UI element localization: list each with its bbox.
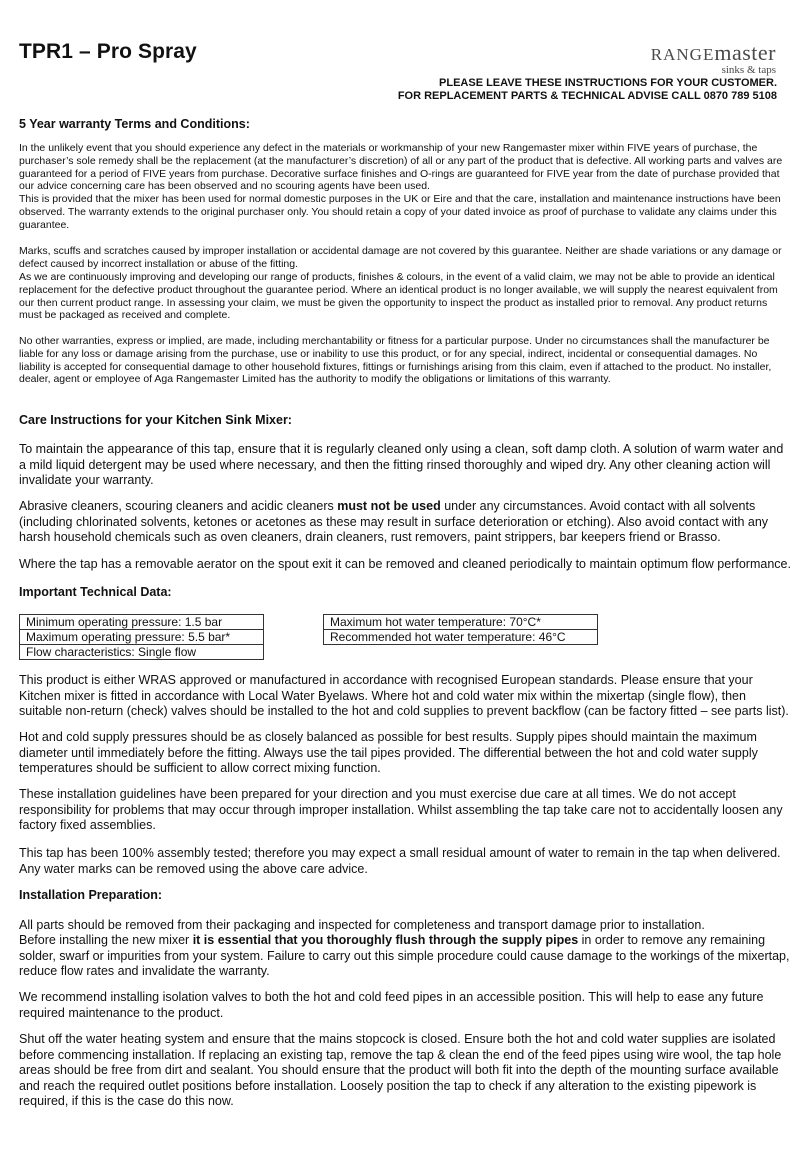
customer-notice [398, 77, 777, 103]
installation-paragraph-1: All parts should be removed from their packaging and inspected for completeness and transport damage prior to installation. [19, 918, 705, 932]
logo-rest: master [714, 40, 776, 65]
pressure-table [19, 614, 264, 660]
table-cell: Minimum operating pressure: 1.5 bar [20, 615, 264, 630]
table-cell: Maximum operating pressure: 5.5 bar* [20, 630, 264, 645]
technical-paragraph-3: These installation guidelines have been prepared for your direction and you must exercise due care at all times. We do not accept responsibility for problems that may occur through improper installation. Whilst assembling the tap take care not to accidentally loosen any factory fixed assemblies. [19, 787, 783, 832]
rangemaster-logo [651, 42, 776, 76]
logo-caps: RANGE [650, 45, 715, 64]
warranty-heading: 5 Year warranty Terms and Conditions: [19, 117, 250, 131]
warranty-paragraph-2: This is provided that the mixer has been used for normal domestic purposes in the UK or Eire and that the care, installation and maintenance instructions have been observed. The warranty extends to the original purchaser only. You should retain a copy of your dated invoice as proof of purchase to validate any claims under this guarantee. [19, 193, 781, 231]
table-cell: Recommended hot water temperature: 46°C [324, 630, 598, 645]
table-cell: Flow characteristics: Single flow [20, 645, 264, 660]
page-title: TPR1 – Pro Spray [19, 40, 197, 63]
installation-heading: Installation Preparation: [19, 888, 163, 902]
temperature-table [323, 614, 598, 645]
notice-line-1: PLEASE LEAVE THESE INSTRUCTIONS FOR YOUR CUSTOMER. [439, 77, 777, 89]
installation-paragraph-3: We recommend installing isolation valves to both the hot and cold feed pipes in an accessible position. This will help to ease any future required maintenance to the product. [19, 990, 764, 1020]
flush-warning-bold: it is essential that you thoroughly flush through the supply pipes [192, 933, 579, 947]
care-paragraph-1: To maintain the appearance of this tap, ensure that it is regularly cleaned only using a clean, soft damp cloth. A solution of warm water and a mild liquid detergent may be used where necessary, and then the fitting rinsed thoroughly and wiped dry. Any other cleaning action will invalidate your warranty. [19, 442, 784, 487]
warranty-paragraph-5: No other warranties, express or implied, are made, including merchantability or fitness for a particular purpose. Under no circumstances shall the manufacturer be liable for any loss or damage arising from the purchase, use or inability to use this product, or for any special, indirect, incidental or consequential damages. No liability is accepted for consequential damage to other household fixtures, fittings or furnishings arising from this claim, even if attached to the product. No installer, dealer, agent or employee of Aga Rangemaster Limited has the authority to modify the obligations or limitations of this warranty. [19, 335, 772, 386]
logo-subtitle: sinks & taps [721, 64, 776, 76]
warranty-paragraph-1: In the unlikely event that you should experience any defect in the materials or workmanship of your new Rangemaster mixer within FIVE years of purchase, the purchaser’s sole remedy shall be the replacement (at the manufacturer’s discretion) of all or any part of the product that is defective. All working parts and valves are guaranteed for a period of FIVE years from purchase. Decorative surface finishes and O-rings are guaranteed for FIVE year from the date of purchase provided that our advice concerning care has been observed and no scouring agents have been used. [19, 142, 783, 193]
technical-paragraph-4: This tap has been 100% assembly tested; therefore you may expect a small residual amount of water to remain in the tap when delivered. Any water marks can be removed using the above care advice. [19, 846, 781, 876]
care-paragraph-2: Abrasive cleaners, scouring cleaners and acidic cleaners must not be used under any circumstances. Avoid contact with all solvents (including chlorinated solvents, ketones or acetones as these may result in surface deterioration or etching). Also avoid contact with any harsh household chemicals such as oven cleaners, drain cleaners, rust removers, paint strippers, bar keepers friend or Brasso. [19, 499, 769, 544]
notice-line-2: FOR REPLACEMENT PARTS & TECHNICAL ADVISE CALL 0870 789 5108 [397, 90, 777, 102]
warranty-paragraph-3: Marks, scuffs and scratches caused by improper installation or accidental damage are not covered by this guarantee. Neither are shade variations or any damage or defect caused by incorrect installation or abuse of the fitting. [19, 245, 782, 270]
warranty-paragraph-4: As we are continuously improving and developing our range of products, finishes & colours, in the event of a valid claim, we may not be able to provide an identical replacement for the defective product throughout the guarantee period. Where an identical product is no longer available, we will supply the nearest equivalent from our then current product range. In assessing your claim, we must be given the opportunity to inspect the product as installed prior to removal. Any product returns must be packaged as received and complete. [19, 271, 778, 322]
installation-paragraph-4: Shut off the water heating system and ensure that the mains stopcock is closed. Ensure both the hot and cold water supplies are isolated before commencing installation. If replacing an existing tap, remove the tap & clean the end of the feed pipes using wire wool, the tap hole areas should be free from dirt and sealant. You should ensure that the product will both fit into the depth of the mounting surface available and reach the required outlet positions before installation. Loosely position the tap to check if any alteration to the existing pipework is required, if this is the case do this now. [19, 1032, 782, 1108]
care-heading: Care Instructions for your Kitchen Sink Mixer: [19, 413, 292, 427]
technical-heading: Important Technical Data: [19, 585, 172, 599]
table-cell: Maximum hot water temperature: 70°C* [324, 615, 598, 630]
care-warning-bold: must not be used [337, 499, 441, 513]
care-paragraph-3: Where the tap has a removable aerator on the spout exit it can be removed and cleaned periodically to maintain optimum flow performance. [19, 557, 791, 571]
technical-paragraph-2: Hot and cold supply pressures should be as closely balanced as possible for best results. Supply pipes should maintain the maximum diameter until immediately before the fitting. Always use the tail pipes provided. The differential between the hot and cold water supply temperatures should be sufficient to allow correct mixing function. [19, 730, 758, 775]
technical-paragraph-1: This product is either WRAS approved or manufactured in accordance with recognised European standards. Please ensure that your Kitchen mixer is fitted in accordance with Local Water Byelaws. Where hot and cold water mix within the mixertap (single flow), then suitable non-return (check) valves should be installed to the hot and cold supplies to prevent backflow (can be factory fitted – see parts list). [19, 673, 789, 718]
installation-paragraph-2: Before installing the new mixer it is essential that you thoroughly flush through the supply pipes in order to remove any remaining solder, swarf or impurities from your system. Failure to carry out this simple procedure could cause damage to the workings of the mixertap, reduce flow rates and invalidate the warranty. [19, 933, 790, 978]
